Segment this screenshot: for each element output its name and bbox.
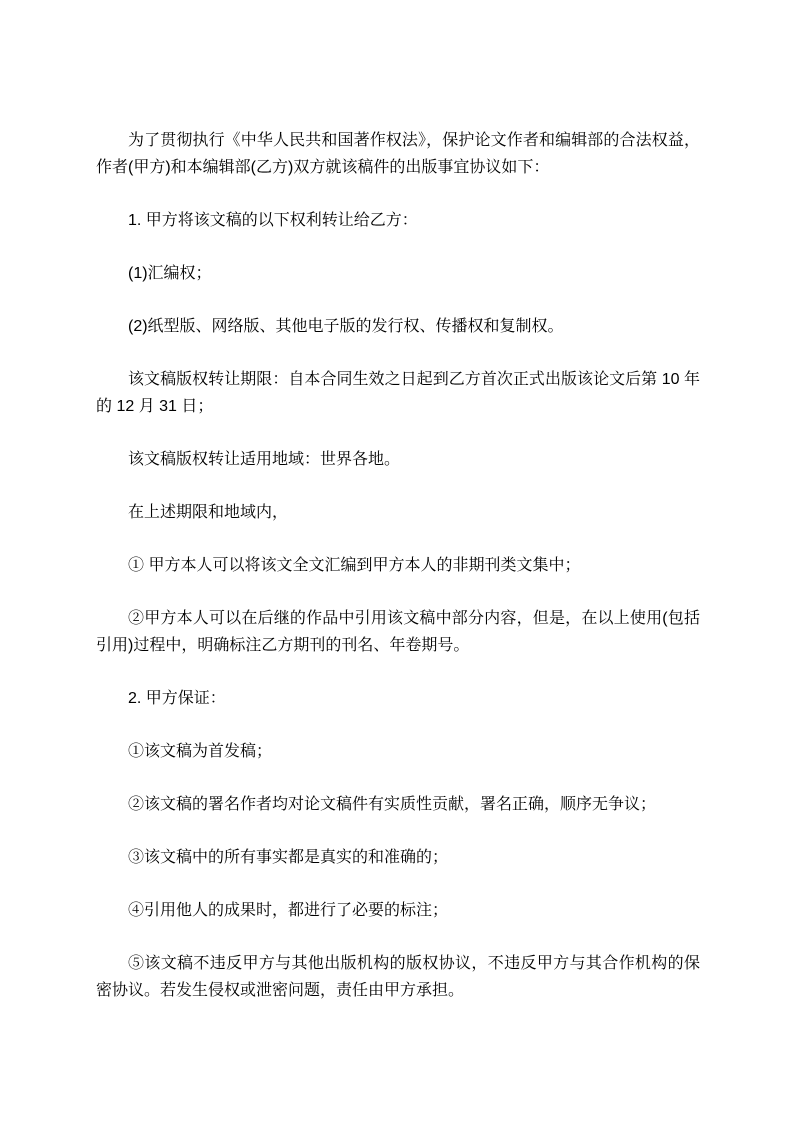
paragraph: (2)纸型版、网络版、其他电子版的发行权、传播权和复制权。 (128, 318, 564, 335)
paragraph: (1)汇编权； (128, 265, 212, 282)
paragraph: 在上述期限和地域内， (128, 504, 289, 521)
paragraph: ① 甲方本人可以将该文全文汇编到甲方本人的非期刊类文集中； (128, 557, 581, 574)
paragraph: ②该文稿的署名作者均对论文稿件有实质性贡献，署名正确，顺序无争议； (128, 796, 657, 813)
paragraph: ①该文稿为首发稿； (128, 743, 273, 760)
paragraph: 1. 甲方将该文稿的以下权利转让给乙方： (128, 212, 418, 229)
paragraph: 为了贯彻执行《中华人民共和国著作权法》，保护论文作者和编辑部的合法权益，作者(甲方)和本编辑部(乙方)双方就该稿件的出版事宜协议如下： (96, 132, 700, 176)
paragraph: ④引用他人的成果时，都进行了必要的标注； (128, 902, 449, 919)
document-body (96, 127, 700, 1030)
paragraph: ③该文稿中的所有事实都是真实的和准确的； (128, 849, 449, 866)
paragraph: ②甲方本人可以在后继的作品中引用该文稿中部分内容，但是，在以上使用(包括引用)过程中，明确标注乙方期刊的刊名、年卷期号。 (96, 610, 700, 654)
paragraph: 该文稿版权转让适用地域：世界各地。 (128, 451, 401, 468)
paragraph: 2. 甲方保证： (128, 690, 226, 707)
paragraph: 该文稿版权转让期限：自本合同生效之日起到乙方首次正式出版该论文后第 10 年的 12 月 31 日； (96, 371, 700, 415)
paragraph: ⑤该文稿不违反甲方与其他出版机构的版权协议，不违反甲方与其合作机构的保密协议。若发生侵权或泄密问题，责任由甲方承担。 (96, 955, 700, 999)
